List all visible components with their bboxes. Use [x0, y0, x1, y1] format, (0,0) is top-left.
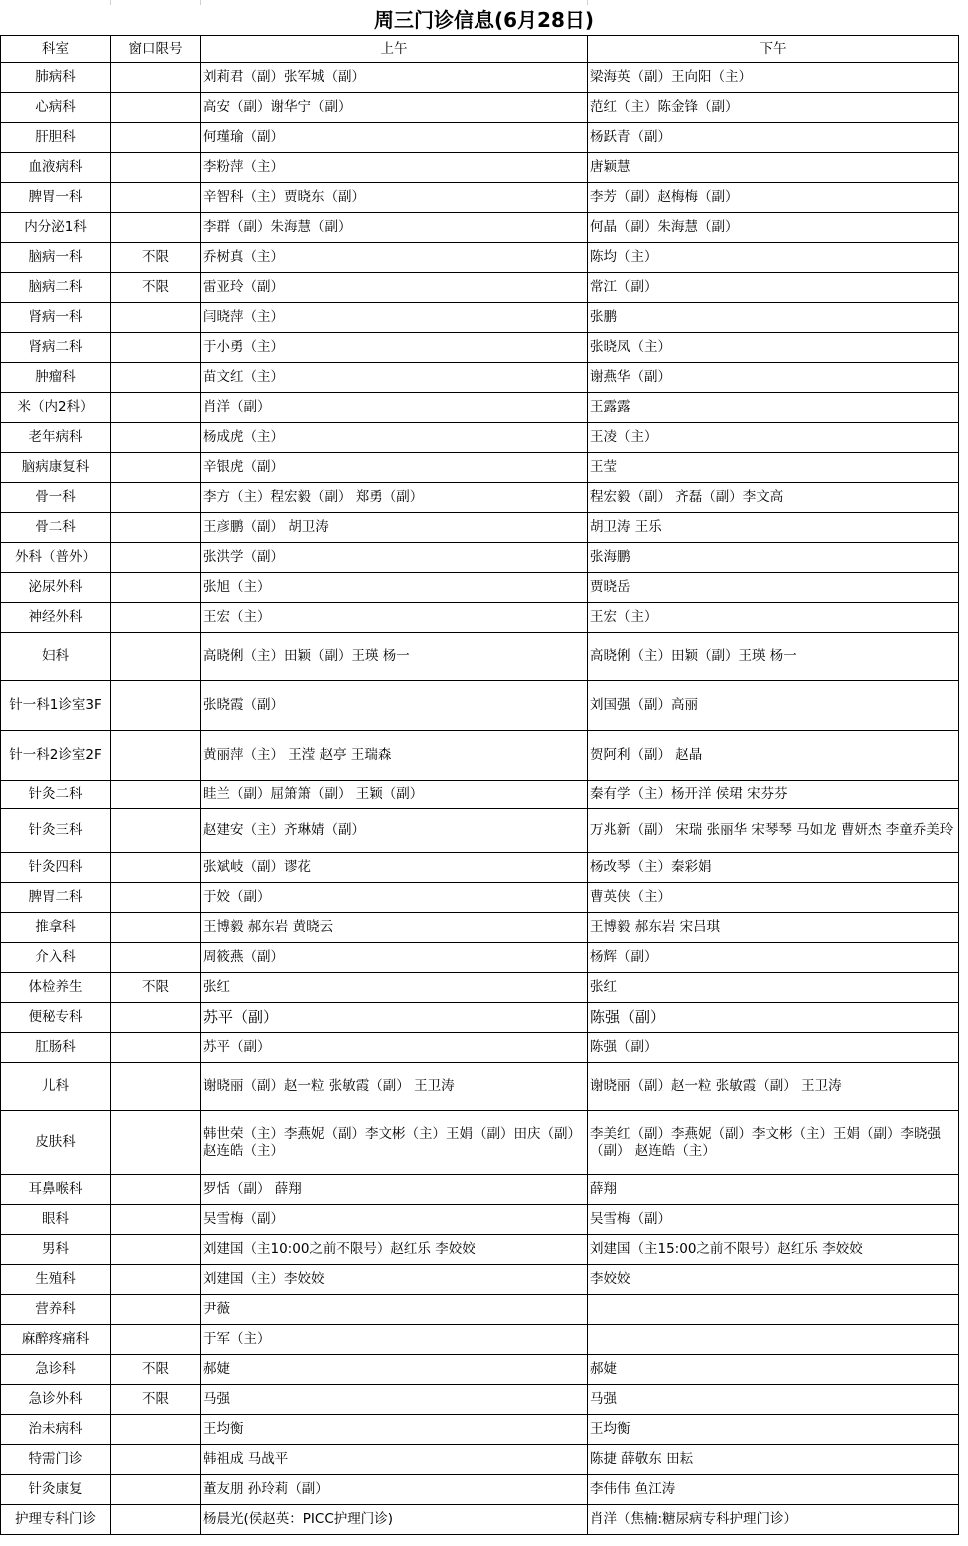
table-row: [1, 363, 959, 393]
window-limit-cell: [111, 1033, 201, 1063]
dept-cell: 体检养生: [1, 973, 111, 1003]
morning-cell: 张洪学（副）: [201, 543, 588, 573]
window-limit-cell: [111, 731, 201, 781]
afternoon-cell: 吴雪梅（副）: [588, 1205, 959, 1235]
afternoon-cell: 王莹: [588, 453, 959, 483]
window-limit-cell: [111, 781, 201, 809]
dept-cell: 护理专科门诊: [1, 1505, 111, 1535]
dept-cell: 肾病一科: [1, 303, 111, 333]
table-row: [1, 603, 959, 633]
morning-cell: 刘建国（主）李姣姣: [201, 1265, 588, 1295]
dept-cell: 针灸三科: [1, 809, 111, 853]
dept-cell: 脾胃二科: [1, 883, 111, 913]
window-limit-cell: [111, 1063, 201, 1111]
morning-cell: 周筱燕（副）: [201, 943, 588, 973]
afternoon-cell: 万兆新（副） 宋瑞 张丽华 宋琴琴 马如龙 曹妍杰 李童乔美玲: [588, 809, 959, 853]
window-limit-cell: [111, 633, 201, 681]
dept-cell: 针灸二科: [1, 781, 111, 809]
dept-cell: 米（内2科）: [1, 393, 111, 423]
afternoon-cell: 陈强（副）: [588, 1003, 959, 1033]
window-limit-cell: [111, 1111, 201, 1175]
morning-cell: 赵建安（主）齐琳婧（副）: [201, 809, 588, 853]
window-limit-cell: [111, 1475, 201, 1505]
window-limit-cell: 不限: [111, 973, 201, 1003]
morning-cell: 辛智科（主）贾晓东（副）: [201, 183, 588, 213]
dept-cell: 肾病二科: [1, 333, 111, 363]
table-row: [1, 633, 959, 681]
window-limit-cell: [111, 423, 201, 453]
dept-cell: 脑病一科: [1, 243, 111, 273]
afternoon-cell: 王博毅 郝东岩 宋吕琪: [588, 913, 959, 943]
morning-cell: 张晓霞（副）: [201, 681, 588, 731]
table-row: [1, 883, 959, 913]
dept-cell: 针灸四科: [1, 853, 111, 883]
morning-cell: 韩祖成 马战平: [201, 1445, 588, 1475]
table-row: [1, 809, 959, 853]
morning-cell: 谢晓丽（副）赵一粒 张敏霞（副） 王卫涛: [201, 1063, 588, 1111]
dept-cell: 外科（普外）: [1, 543, 111, 573]
afternoon-cell: 张晓凤（主）: [588, 333, 959, 363]
table-row: [1, 213, 959, 243]
dept-cell: 针灸康复: [1, 1475, 111, 1505]
morning-cell: 闫晓萍（主）: [201, 303, 588, 333]
table-row: [1, 1175, 959, 1205]
morning-cell: 马强: [201, 1385, 588, 1415]
window-limit-cell: [111, 1325, 201, 1355]
dept-cell: 便秘专科: [1, 1003, 111, 1033]
window-limit-cell: [111, 93, 201, 123]
window-limit-cell: 不限: [111, 243, 201, 273]
morning-cell: 于小勇（主）: [201, 333, 588, 363]
morning-cell: 张斌岐（副）谬花: [201, 853, 588, 883]
dept-cell: 内分泌1科: [1, 213, 111, 243]
table-row: [1, 1325, 959, 1355]
dept-cell: 营养科: [1, 1295, 111, 1325]
table-row: [1, 731, 959, 781]
morning-cell: 苏平（副）: [201, 1003, 588, 1033]
window-limit-cell: [111, 1235, 201, 1265]
window-limit-cell: [111, 483, 201, 513]
window-limit-cell: [111, 393, 201, 423]
afternoon-cell: 薛翔: [588, 1175, 959, 1205]
dept-cell: 皮肤科: [1, 1111, 111, 1175]
dept-cell: 介入科: [1, 943, 111, 973]
header-am: 上午: [201, 36, 588, 63]
dept-cell: 肺病科: [1, 63, 111, 93]
dept-cell: 脾胃一科: [1, 183, 111, 213]
window-limit-cell: [111, 453, 201, 483]
afternoon-cell: 张红: [588, 973, 959, 1003]
table-row: [1, 573, 959, 603]
afternoon-cell: 李伟伟 鱼江涛: [588, 1475, 959, 1505]
window-limit-cell: [111, 1003, 201, 1033]
dept-cell: 血液病科: [1, 153, 111, 183]
table-row: [1, 1385, 959, 1415]
table-row: [1, 1415, 959, 1445]
window-limit-cell: [111, 883, 201, 913]
dept-cell: 急诊外科: [1, 1385, 111, 1415]
morning-cell: 苏平（副）: [201, 1033, 588, 1063]
window-limit-cell: [111, 1265, 201, 1295]
window-limit-cell: [111, 1415, 201, 1445]
table-row: [1, 1445, 959, 1475]
table-row: [1, 183, 959, 213]
table-row: [1, 1505, 959, 1535]
morning-cell: 吴雪梅（副）: [201, 1205, 588, 1235]
dept-cell: 急诊科: [1, 1355, 111, 1385]
afternoon-cell: 王凌（主）: [588, 423, 959, 453]
table-row: [1, 513, 959, 543]
table-row: [1, 93, 959, 123]
header-window: 窗口限号: [111, 36, 201, 63]
morning-cell: 李群（副）朱海慧（副）: [201, 213, 588, 243]
window-limit-cell: [111, 1295, 201, 1325]
afternoon-cell: 马强: [588, 1385, 959, 1415]
morning-cell: 刘莉君（副）张军城（副）: [201, 63, 588, 93]
afternoon-cell: 李美红（副）李燕妮（副）李文彬（主）王娟（副）李晓强（副） 赵连皓（主）: [588, 1111, 959, 1175]
afternoon-cell: 何晶（副）朱海慧（副）: [588, 213, 959, 243]
window-limit-cell: [111, 543, 201, 573]
window-limit-cell: [111, 913, 201, 943]
window-limit-cell: [111, 183, 201, 213]
table-row: [1, 1295, 959, 1325]
afternoon-cell: 程宏毅（副） 齐磊（副）李文高: [588, 483, 959, 513]
afternoon-cell: 贾晓岳: [588, 573, 959, 603]
afternoon-cell: 张海鹏: [588, 543, 959, 573]
table-row: [1, 543, 959, 573]
afternoon-cell: [588, 1325, 959, 1355]
morning-cell: 王彦鹏（副） 胡卫涛: [201, 513, 588, 543]
window-limit-cell: [111, 573, 201, 603]
window-limit-cell: 不限: [111, 1355, 201, 1385]
window-limit-cell: [111, 63, 201, 93]
dept-cell: 特需门诊: [1, 1445, 111, 1475]
dept-cell: 推拿科: [1, 913, 111, 943]
page-title: 周三门诊信息(6月28日): [373, 7, 595, 32]
morning-cell: 刘建国（主10:00之前不限号）赵红乐 李姣姣: [201, 1235, 588, 1265]
window-limit-cell: [111, 333, 201, 363]
afternoon-cell: 秦有学（主）杨开洋 侯珺 宋芬芬: [588, 781, 959, 809]
table-row: [1, 1265, 959, 1295]
afternoon-cell: 杨跃青（副）: [588, 123, 959, 153]
afternoon-cell: 陈强（副）: [588, 1033, 959, 1063]
window-limit-cell: [111, 153, 201, 183]
morning-cell: 杨晨光(侯赵英：PICC护理门诊): [201, 1505, 588, 1535]
table-row: [1, 1033, 959, 1063]
morning-cell: 尹薇: [201, 1295, 588, 1325]
afternoon-cell: 王均衡: [588, 1415, 959, 1445]
dept-cell: 脑病二科: [1, 273, 111, 303]
dept-cell: 麻醉疼痛科: [1, 1325, 111, 1355]
morning-cell: 韩世荣（主）李燕妮（副）李文彬（主）王娟（副）田庆（副）赵连皓（主）: [201, 1111, 588, 1175]
dept-cell: 生殖科: [1, 1265, 111, 1295]
table-row: [1, 1475, 959, 1505]
afternoon-cell: 杨改琴（主）秦彩娟: [588, 853, 959, 883]
window-limit-cell: [111, 123, 201, 153]
morning-cell: 李方（主）程宏毅（副） 郑勇（副）: [201, 483, 588, 513]
table-row: [1, 1235, 959, 1265]
afternoon-cell: 王宏（主）: [588, 603, 959, 633]
afternoon-cell: 谢晓丽（副）赵一粒 张敏霞（副） 王卫涛: [588, 1063, 959, 1111]
morning-cell: 雷亚玲（副）: [201, 273, 588, 303]
table-row: [1, 1205, 959, 1235]
morning-cell: 肖洋（副）: [201, 393, 588, 423]
window-limit-cell: [111, 1205, 201, 1235]
window-limit-cell: 不限: [111, 273, 201, 303]
table-row: [1, 1003, 959, 1033]
morning-cell: 张旭（主）: [201, 573, 588, 603]
afternoon-cell: 刘建国（主15:00之前不限号）赵红乐 李姣姣: [588, 1235, 959, 1265]
afternoon-cell: 常江（副）: [588, 273, 959, 303]
table-row: [1, 1355, 959, 1385]
dept-cell: 治未病科: [1, 1415, 111, 1445]
table-row: [1, 303, 959, 333]
dept-cell: 脑病康复科: [1, 453, 111, 483]
morning-cell: 张红: [201, 973, 588, 1003]
afternoon-cell: 李姣姣: [588, 1265, 959, 1295]
morning-cell: 王博毅 郝东岩 黄晓云: [201, 913, 588, 943]
window-limit-cell: [111, 1175, 201, 1205]
table-row: [1, 1063, 959, 1111]
table-row: [1, 63, 959, 93]
window-limit-cell: [111, 1445, 201, 1475]
afternoon-cell: 刘国强（副）高丽: [588, 681, 959, 731]
table-row: [1, 123, 959, 153]
window-limit-cell: 不限: [111, 1385, 201, 1415]
dept-cell: 神经外科: [1, 603, 111, 633]
morning-cell: 郝婕: [201, 1355, 588, 1385]
table-row: [1, 243, 959, 273]
table-row: [1, 483, 959, 513]
dept-cell: 肛肠科: [1, 1033, 111, 1063]
afternoon-cell: 唐颖慧: [588, 153, 959, 183]
dept-cell: 老年病科: [1, 423, 111, 453]
table-row: [1, 423, 959, 453]
window-limit-cell: [111, 943, 201, 973]
window-limit-cell: [111, 1505, 201, 1535]
morning-cell: 于军（主）: [201, 1325, 588, 1355]
dept-cell: 骨一科: [1, 483, 111, 513]
morning-cell: 苗文红（主）: [201, 363, 588, 393]
header-dept: 科室: [1, 36, 111, 63]
dept-cell: 泌尿外科: [1, 573, 111, 603]
header-row: [1, 36, 959, 63]
afternoon-cell: 贺阿利（副） 赵晶: [588, 731, 959, 781]
dept-cell: 针一科1诊室3F: [1, 681, 111, 731]
table-row: [1, 333, 959, 363]
window-limit-cell: [111, 213, 201, 243]
morning-cell: 杨成虎（主）: [201, 423, 588, 453]
window-limit-cell: [111, 603, 201, 633]
morning-cell: 王均衡: [201, 1415, 588, 1445]
morning-cell: 乔树真（主）: [201, 243, 588, 273]
dept-cell: 妇科: [1, 633, 111, 681]
afternoon-cell: 陈均（主）: [588, 243, 959, 273]
afternoon-cell: [588, 1295, 959, 1325]
afternoon-cell: 曹英侠（主）: [588, 883, 959, 913]
afternoon-cell: 范红（主）陈金锋（副）: [588, 93, 959, 123]
dept-cell: 男科: [1, 1235, 111, 1265]
table-row: [1, 153, 959, 183]
dept-cell: 肝胆科: [1, 123, 111, 153]
table-row: [1, 273, 959, 303]
header-pm: 下午: [588, 36, 959, 63]
afternoon-cell: 郝婕: [588, 1355, 959, 1385]
window-limit-cell: [111, 513, 201, 543]
dept-cell: 心病科: [1, 93, 111, 123]
dept-cell: 眼科: [1, 1205, 111, 1235]
morning-cell: 王宏（主）: [201, 603, 588, 633]
schedule-table: [0, 35, 959, 1535]
dept-cell: 儿科: [1, 1063, 111, 1111]
table-row: [1, 681, 959, 731]
morning-cell: 李粉萍（主）: [201, 153, 588, 183]
table-row: [1, 453, 959, 483]
dept-cell: 骨二科: [1, 513, 111, 543]
window-limit-cell: [111, 809, 201, 853]
afternoon-cell: 梁海英（副）王向阳（主）: [588, 63, 959, 93]
morning-cell: 董友朋 孙玲莉（副）: [201, 1475, 588, 1505]
morning-cell: 辛银虎（副）: [201, 453, 588, 483]
afternoon-cell: 谢燕华（副）: [588, 363, 959, 393]
afternoon-cell: 张鹏: [588, 303, 959, 333]
morning-cell: 高晓俐（主）田颖（副）王瑛 杨一: [201, 633, 588, 681]
afternoon-cell: 王露露: [588, 393, 959, 423]
dept-cell: 耳鼻喉科: [1, 1175, 111, 1205]
window-limit-cell: [111, 363, 201, 393]
table-row: [1, 781, 959, 809]
table-row: [1, 913, 959, 943]
window-limit-cell: [111, 681, 201, 731]
table-row: [1, 973, 959, 1003]
morning-cell: 罗恬（副） 薛翔: [201, 1175, 588, 1205]
morning-cell: 于姣（副）: [201, 883, 588, 913]
table-row: [1, 393, 959, 423]
morning-cell: 黄丽萍（主） 王滢 赵亭 王瑞森: [201, 731, 588, 781]
afternoon-cell: 肖洋（焦楠:糖尿病专科护理门诊）: [588, 1505, 959, 1535]
window-limit-cell: [111, 303, 201, 333]
morning-cell: 眭兰（副）屈箫箫（副） 王颖（副）: [201, 781, 588, 809]
afternoon-cell: 胡卫涛 王乐: [588, 513, 959, 543]
table-row: [1, 1111, 959, 1175]
afternoon-cell: 高晓俐（主）田颖（副）王瑛 杨一: [588, 633, 959, 681]
table-row: [1, 853, 959, 883]
afternoon-cell: 陈捷 薛敬东 田耘: [588, 1445, 959, 1475]
window-limit-cell: [111, 853, 201, 883]
afternoon-cell: 李芳（副）赵梅梅（副）: [588, 183, 959, 213]
afternoon-cell: 杨辉（副）: [588, 943, 959, 973]
morning-cell: 何瑾瑜（副）: [201, 123, 588, 153]
dept-cell: 针一科2诊室2F: [1, 731, 111, 781]
table-row: [1, 943, 959, 973]
dept-cell: 肿瘤科: [1, 363, 111, 393]
morning-cell: 高安（副）谢华宁（副）: [201, 93, 588, 123]
